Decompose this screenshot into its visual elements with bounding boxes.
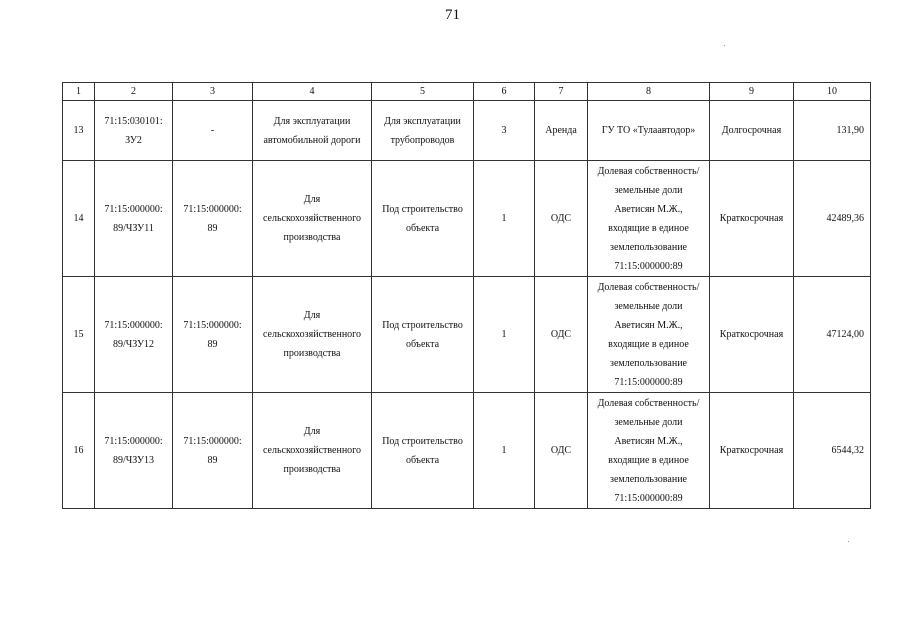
cell-category: 1 bbox=[474, 277, 535, 393]
column-header: 3 bbox=[173, 83, 253, 101]
column-header: 4 bbox=[253, 83, 372, 101]
column-header: 10 bbox=[794, 83, 871, 101]
cell-term: Краткосрочная bbox=[710, 277, 794, 393]
table-row bbox=[63, 161, 871, 277]
table-row bbox=[63, 101, 871, 161]
cell-owner: Долевая собственность/ земельные доли Аветисян М.Ж., входящие в единое землепользование 71:15:000000:89 bbox=[588, 277, 710, 393]
cell-purpose: Под строительство объекта bbox=[372, 277, 474, 393]
cell-purpose: Под строительство объекта bbox=[372, 161, 474, 277]
cell-permitted-use: Для сельскохозяйственного производства bbox=[253, 161, 372, 277]
column-header: 2 bbox=[95, 83, 173, 101]
cell-area: 47124,00 bbox=[794, 277, 871, 393]
table-row bbox=[63, 277, 871, 393]
cell-row-number: 13 bbox=[63, 101, 95, 161]
column-header: 6 bbox=[474, 83, 535, 101]
cell-cadastral-number: 71:15:000000: 89/ЧЗУ13 bbox=[95, 393, 173, 509]
scan-speck bbox=[848, 541, 849, 542]
cell-parent-plot: 71:15:000000: 89 bbox=[173, 161, 253, 277]
column-header: 5 bbox=[372, 83, 474, 101]
cell-area: 6544,32 bbox=[794, 393, 871, 509]
cell-parent-plot: 71:15:000000: 89 bbox=[173, 393, 253, 509]
cell-cadastral-number: 71:15:000000: 89/ЧЗУ12 bbox=[95, 277, 173, 393]
cell-category: 3 bbox=[474, 101, 535, 161]
cell-purpose: Под строительство объекта bbox=[372, 393, 474, 509]
cell-term: Краткосрочная bbox=[710, 161, 794, 277]
cell-term: Долгосрочная bbox=[710, 101, 794, 161]
cell-owner: Долевая собственность/ земельные доли Аветисян М.Ж., входящие в единое землепользование 71:15:000000:89 bbox=[588, 393, 710, 509]
column-header: 7 bbox=[535, 83, 588, 101]
column-header: 1 bbox=[63, 83, 95, 101]
cell-area: 42489,36 bbox=[794, 161, 871, 277]
cell-right-type: Аренда bbox=[535, 101, 588, 161]
cell-area: 131,90 bbox=[794, 101, 871, 161]
cell-term: Краткосрочная bbox=[710, 393, 794, 509]
cell-right-type: ОДС bbox=[535, 277, 588, 393]
table-header-row bbox=[63, 83, 871, 101]
cell-permitted-use: Для эксплуатации автомобильной дороги bbox=[253, 101, 372, 161]
cell-permitted-use: Для сельскохозяйственного производства bbox=[253, 277, 372, 393]
cell-category: 1 bbox=[474, 393, 535, 509]
cell-cadastral-number: 71:15:000000: 89/ЧЗУ11 bbox=[95, 161, 173, 277]
cell-owner: ГУ ТО «Тулаавтодор» bbox=[588, 101, 710, 161]
cell-right-type: ОДС bbox=[535, 161, 588, 277]
cell-permitted-use: Для сельскохозяйственного производства bbox=[253, 393, 372, 509]
cell-right-type: ОДС bbox=[535, 393, 588, 509]
column-header: 9 bbox=[710, 83, 794, 101]
scan-speck bbox=[724, 45, 725, 46]
cell-parent-plot: 71:15:000000: 89 bbox=[173, 277, 253, 393]
land-plots-table bbox=[62, 82, 871, 509]
cell-parent-plot: - bbox=[173, 101, 253, 161]
cell-owner: Долевая собственность/ земельные доли Аветисян М.Ж., входящие в единое землепользование 71:15:000000:89 bbox=[588, 161, 710, 277]
cell-cadastral-number: 71:15:030101: ЗУ2 bbox=[95, 101, 173, 161]
cell-category: 1 bbox=[474, 161, 535, 277]
cell-row-number: 14 bbox=[63, 161, 95, 277]
page-number: 71 bbox=[445, 7, 460, 23]
column-header: 8 bbox=[588, 83, 710, 101]
cell-row-number: 16 bbox=[63, 393, 95, 509]
table-row bbox=[63, 393, 871, 509]
cell-purpose: Для эксплуатации трубопроводов bbox=[372, 101, 474, 161]
cell-row-number: 15 bbox=[63, 277, 95, 393]
